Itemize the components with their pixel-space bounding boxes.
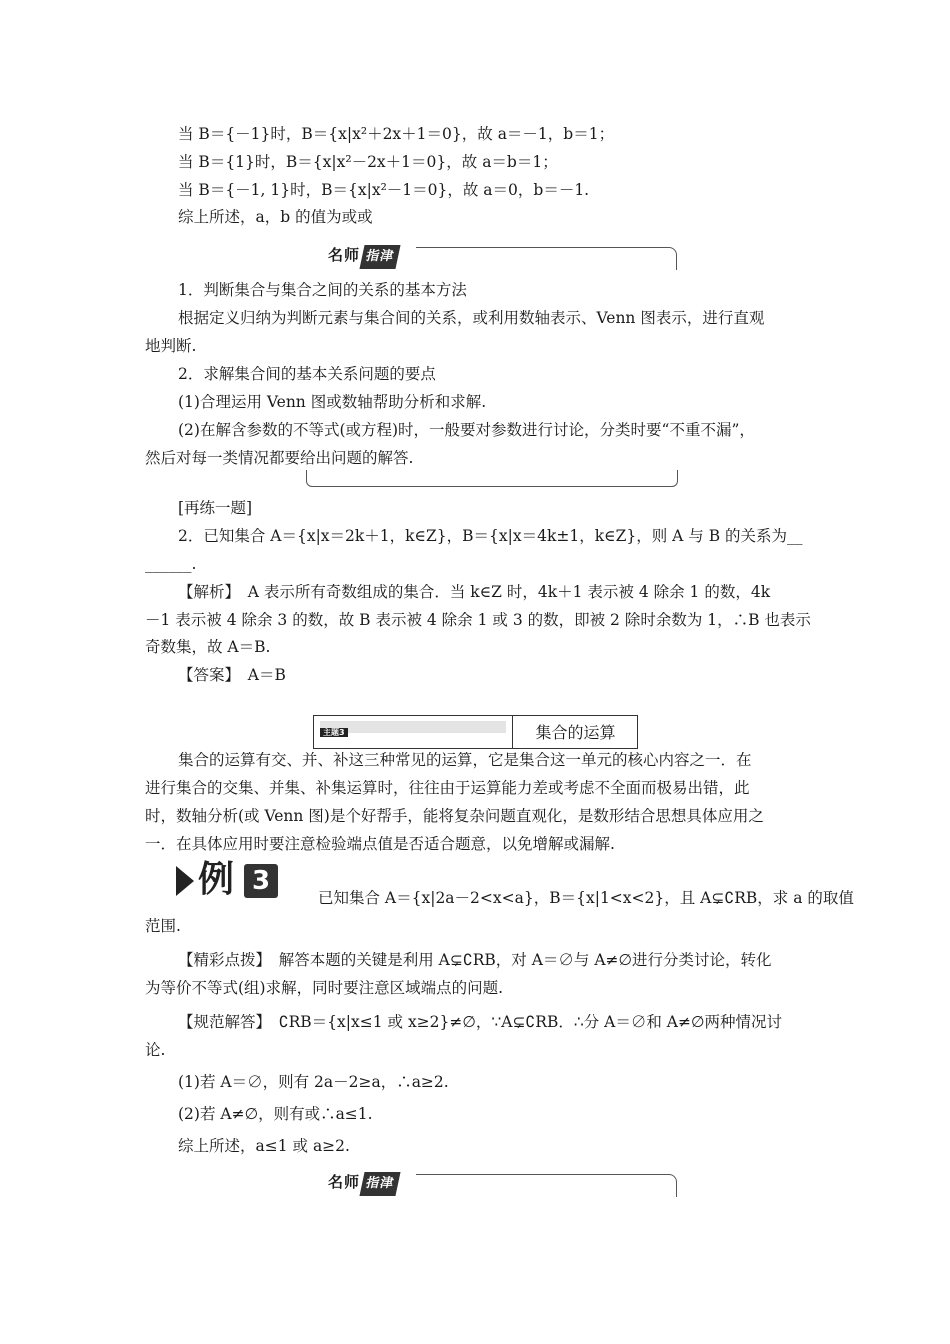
solution-line: 综上所述，a≤1 或 a≥2. (178, 1137, 350, 1155)
topic-tag-bar (320, 721, 506, 737)
banner-tag: 指津 (359, 1172, 400, 1196)
example-question: 已知集合 A＝{x|2a－2<x<a}，B＝{x|1<x<2}，且 A⊊∁RB，求 a 的取值 (318, 889, 854, 907)
example-question: 范围. (145, 917, 181, 935)
question-line: 2．已知集合 A＝{x|x＝2k＋1，k∈Z}，B＝{x|x＝4k±1，k∈Z}，则 A 与 B 的关系为__ (178, 527, 803, 545)
play-arrow-icon (176, 866, 194, 896)
topic-header (313, 715, 638, 749)
text-line: 当 B＝{－1, 1}时，B＝{x|x²－1＝0}，故 a＝0，b＝－1. (178, 181, 590, 199)
banner-tag: 指津 (359, 245, 400, 269)
analysis-line: －1 表示被 4 除余 3 的数，故 B 表示被 4 除余 1 或 3 的数，即被 2 除时余数为 1，∴B 也表示 (145, 611, 811, 629)
example-number: 3 (244, 864, 278, 898)
banner-label-text: 名师 (328, 1173, 361, 1191)
tips-heading: 1．判断集合与集合之间的关系的基本方法 (178, 281, 467, 299)
example-word: 例 (198, 859, 235, 900)
tips-heading: 2．求解集合间的基本关系问题的要点 (178, 365, 436, 383)
text-line: (1)合理运用 Venn 图或数轴帮助分析和求解. (178, 393, 487, 411)
topic-divider (512, 716, 513, 748)
analysis-line: 奇数集，故 A＝B. (145, 638, 271, 656)
intro-line: 进行集合的交集、并集、补集运算时，往往由于运算能力差或考虑不全面而极易出错，此 (145, 779, 750, 797)
solution-line: 论. (145, 1041, 166, 1059)
topic-tag: 主题3 (320, 728, 348, 737)
hint-line: 为等价不等式(组)求解，同时要注意区域端点的问题. (145, 979, 504, 997)
intro-line: 时，数轴分析(或 Venn 图)是个好帮手，能将复杂问题直观化，是数形结合思想具体应用之 (145, 807, 764, 825)
text-line: 综上所述，a，b 的值为或或 (178, 208, 373, 226)
answer-line: 【答案】 A＝B (178, 666, 286, 684)
banner-bracket (416, 1174, 677, 1197)
solution-line: 【规范解答】 ∁RB＝{x|x≤1 或 x≥2}≠∅，∵A⊊∁RB．∴分 A＝∅和 A≠∅两种情况讨 (178, 1013, 782, 1031)
text-line: 然后对每一类情况都要给出问题的解答. (145, 449, 414, 467)
analysis-line: 【解析】 A 表示所有奇数组成的集合．当 k∈Z 时，4k＋1 表示被 4 除余 1 的数，4k (178, 583, 771, 601)
text-line: 地判断. (145, 337, 197, 355)
banner-bracket (416, 247, 677, 270)
text-line: 根据定义归纳为判断元素与集合间的关系，或利用数轴表示、Venn 图表示，进行直观 (178, 309, 765, 327)
banner-label (320, 1170, 406, 1194)
text-line: 当 B＝{1}时，B＝{x|x²－2x＋1＝0}，故 a＝b＝1； (178, 153, 558, 171)
tips-banner-2 (306, 1170, 681, 1196)
hint-line: 【精彩点拨】 解答本题的关键是利用 A⊊∁RB，对 A＝∅与 A≠∅进行分类讨论，转化 (178, 951, 772, 969)
solution-line: (1)若 A＝∅，则有 2a－2≥a，∴a≥2. (178, 1073, 449, 1091)
topic-title: 集合的运算 (535, 723, 616, 742)
text-line: (2)在解含参数的不等式(或方程)时，一般要对参数进行讨论，分类时要“不重不漏”， (178, 421, 755, 439)
banner-label (320, 243, 406, 267)
example-badge (176, 860, 286, 902)
tips-bottom-bracket (306, 470, 678, 487)
solution-line: (2)若 A≠∅，则有或∴a≤1. (178, 1105, 373, 1123)
banner-label-text: 名师 (328, 246, 361, 264)
intro-line: 一．在具体应用时要注意检验端点值是否适合题意，以免增解或漏解. (145, 835, 615, 853)
intro-line: 集合的运算有交、并、补这三种常见的运算，它是集合这一单元的核心内容之一．在 (178, 751, 752, 769)
answer-blank: ______. (145, 555, 197, 573)
tips-banner (306, 243, 681, 269)
text-line: 当 B＝{－1}时，B＝{x|x²＋2x＋1＝0}，故 a＝－1，b＝1； (178, 125, 615, 143)
practice-heading: [再练一题] (178, 499, 253, 517)
